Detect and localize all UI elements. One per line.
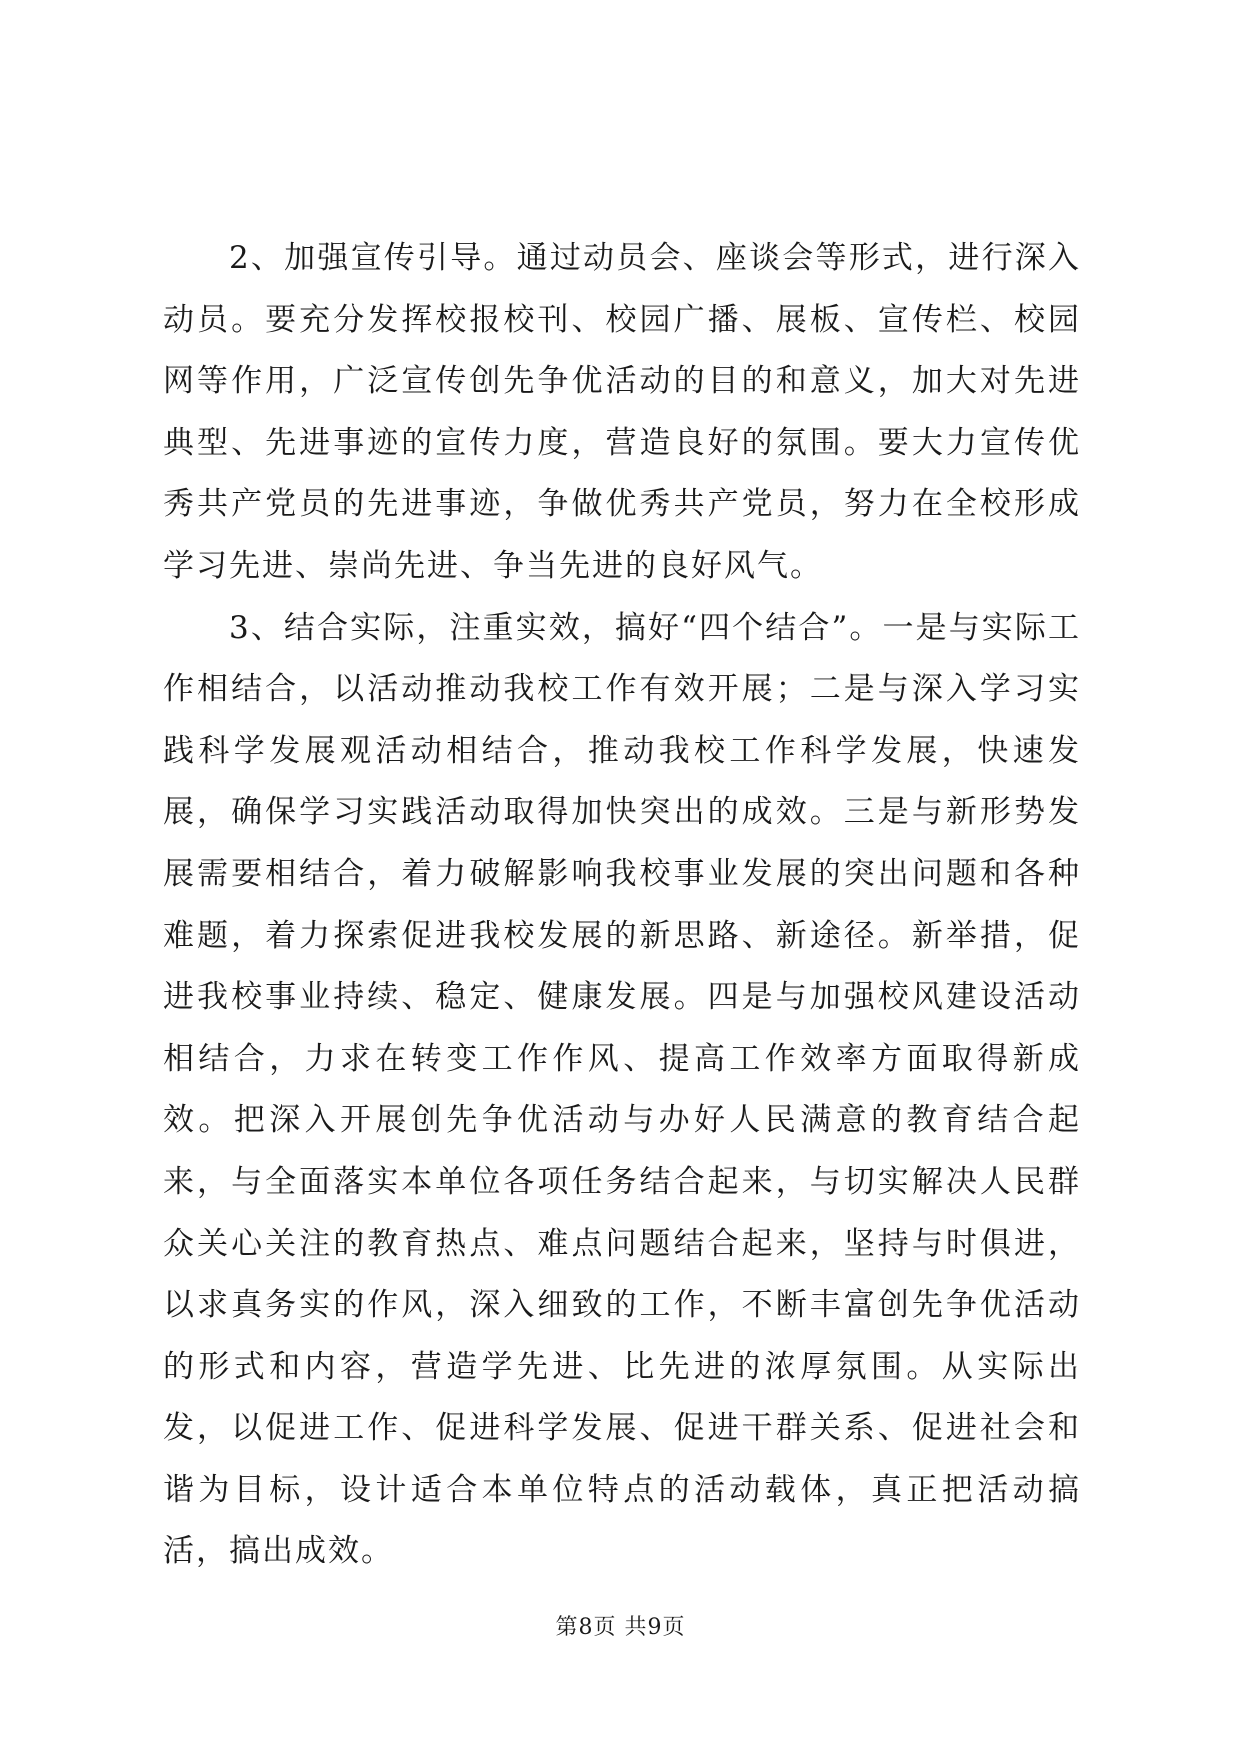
page-number-footer: 第8页 共9页	[555, 1615, 686, 1640]
document-body	[163, 228, 1081, 1583]
paragraph-four-combinations: 3、结合实际，注重实效，搞好“四个结合”。一是与实际工作相结合，以活动推动我校工作有效开展；二是与深入学习实践科学发展观活动相结合，推动我校工作科学发展，快速发展，确保学习实践活动取得加快突出的成效。三是与新形势发展需要相结合，着力破解影响我校事业发展的突出问题和各种难题，着力探索促进我校发展的新思路、新途径。新举措，促进我校事业持续、稳定、健康发展。四是与加强校风建设活动相结合，力求在转变工作作风、提高工作效率方面取得新成效。把深入开展创先争优活动与办好人民满意的教育结合起来，与全面落实本单位各项任务结合起来，与切实解决人民群众关心关注的教育热点、难点问题结合起来，坚持与时俱进，以求真务实的作风，深入细致的工作，不断丰富创先争优活动的形式和内容，营造学先进、比先进的浓厚氛围。从实际出发，以促进工作、促进科学发展、促进干群关系、促进社会和谐为目标，设计适合本单位特点的活动载体，真正把活动搞活，搞出成效。	[163, 609, 1081, 1570]
paragraph-publicity: 2、加强宣传引导。通过动员会、座谈会等形式，进行深入动员。要充分发挥校报校刊、校园广播、展板、宣传栏、校园网等作用，广泛宣传创先争优活动的目的和意义，加大对先进典型、先进事迹的宣传力度，营造良好的氛围。要大力宣传优秀共产党员的先进事迹，争做优秀共产党员，努力在全校形成学习先进、崇尚先进、争当先进的良好风气。	[163, 240, 1081, 584]
